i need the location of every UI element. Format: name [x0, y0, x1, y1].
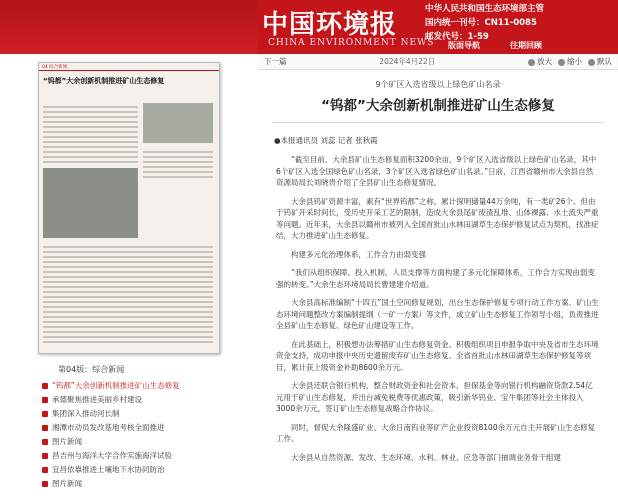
article-link[interactable]: 集团深入推动河长制: [42, 407, 257, 421]
page-overview-panel: [0, 54, 258, 500]
bullet-icon: [42, 467, 48, 473]
bullet-icon: [42, 481, 48, 487]
zoom-out-button[interactable]: 缩小: [558, 56, 582, 67]
thumbnail-body: [43, 103, 215, 349]
article-paragraph: 在此基础上，积极想办法筹措矿山生态修复资金。积极组织项目申报争取中央及省市生态环境资金支持，成功申报中央历史遗留废弃矿山生态修复、全省首批山水林田湖草生态保护修复等项目，累计获上级资金补助8600余万元。: [276, 339, 599, 372]
article-paragraph: “我们从组织保障、投入机制、人员支撑等方面构建了多元化保障体系，工作合力实现由弱变强的转变。”大余生态环境局局长曹建建介绍道。: [276, 268, 595, 289]
article-link[interactable]: 昌吉州与海洋大学合作实施海洋试验: [42, 449, 257, 463]
english-masthead: CHINA ENVIRONMENT NEWS: [268, 38, 435, 48]
thumbnail-headline: “钨都”大余创新机制推进矿山生态修复: [43, 77, 165, 85]
article-paragraph: 大余县高标准编制“十四五”国土空间修复规划，出台生态保护修复专项行动工作方案、矿山生态环境问题整改方案编制提纲（一矿一方案）等文件，成立矿山生态修复工作领导小组，负责推进全县矿山生态修复、绿色矿山建设等工作。: [276, 298, 599, 330]
article-subtitle: 9个矿区入选省级以上绿色矿山名录: [375, 80, 501, 89]
next-article-link[interactable]: 下一篇: [264, 57, 287, 66]
reset-icon: [588, 59, 595, 66]
zoom-in-button[interactable]: 放大: [528, 56, 552, 67]
zoom-in-icon: [528, 59, 535, 66]
article-title: “钨都”大余创新机制推进矿山生态修复: [321, 98, 555, 114]
zoom-out-icon: [558, 59, 565, 66]
zoom-reset-button[interactable]: 默认: [588, 56, 612, 67]
bullet-icon: [42, 453, 48, 459]
masthead-banner: [0, 0, 618, 54]
article-paragraph: 大余县还联合银行机构，整合财政资金和社会资本，担保基金等向银行机构融资贷款2.54亿元用于矿山生态修复，并出台减免税费等优惠政策，吸引新华钨业、宝牛集团等社会主体投入3000余万元，签订矿山生态修复战略合作协议。: [276, 381, 593, 413]
sponsor-line: 中华人民共和国生态环境部主管: [425, 4, 545, 14]
issue-date: 2024年4月22日: [379, 57, 436, 66]
postal-code-line: 邮发代号：1-59: [425, 32, 489, 42]
archive-link[interactable]: 往期回顾: [510, 41, 542, 50]
article-list: [42, 379, 257, 491]
bullet-icon: [42, 383, 48, 389]
newspaper-masthead: 中国环境报: [262, 10, 398, 40]
article-panel: [258, 54, 618, 500]
article-paragraph: 构建多元化治理体系，工作合力由弱变强: [291, 249, 426, 259]
title-divider: [272, 122, 604, 123]
article-link[interactable]: 图片新闻: [42, 435, 257, 449]
article-link[interactable]: 图片新闻: [42, 477, 257, 491]
article-link[interactable]: 湘潭市动员发改基地考核全面推进: [42, 421, 257, 435]
publication-info: [425, 2, 544, 44]
bullet-icon: [42, 411, 48, 417]
zoom-tools: [528, 56, 612, 67]
page-nav-link[interactable]: 版面导航: [448, 41, 480, 50]
banner-left-panel: [0, 0, 258, 54]
article-byline: ●本报通讯员 刘蕊 记者 张秋霞: [274, 136, 378, 145]
issn-line: 国内统一刊号：CN11-0085: [425, 18, 537, 28]
newspaper-page-thumbnail[interactable]: [38, 62, 220, 354]
article-link[interactable]: 宜昌依靠推进土壤地下水协同防治: [42, 463, 257, 477]
thumbnail-page-label: 04 综合新闻: [39, 63, 219, 71]
bullet-icon: [42, 439, 48, 445]
thumbnail-photo: [43, 168, 138, 238]
article-toolbar: [258, 54, 618, 70]
article-paragraph: 同时，督促大余隆盛矿业、大余日南钨业等矿产企业投资8100余万元自主开展矿山生态修复工作。: [276, 422, 596, 443]
article-paragraph: “截至目前，大余县矿山生态修复面积3200余亩，9个矿区入选省级以上绿色矿山名录，其中6个矿区入选全国绿色矿山名录，3个矿区入选省绿色矿山名录。”日前，江西省赣州市大余县自然资源局局长刘晓贵介绍了全县矿山生态修复情况。: [276, 155, 597, 187]
bullet-icon: [42, 425, 48, 431]
page-number-label: 第04版：综合新闻: [58, 365, 125, 374]
bullet-icon: [42, 397, 48, 403]
article-link[interactable]: “钨都”大余创新机制推进矿山生态修复: [42, 379, 257, 393]
thumbnail-photo: [143, 103, 213, 143]
article-paragraph: 大余县从自然资源、发改、生态环境、水利、林业、应急等部门抽调业务骨干组建: [291, 452, 561, 462]
article-paragraph: 大余县钨矿资源丰富，素有“世界钨都”之称，累计探明储量44万余吨，有一类矿26个。但由于钨矿开采时间长，受历史开采工艺的限制，造成大余县尾矿废渣乱堆、山体裸露、水土流失严重等问题。近年来，大余县以赣州市被列入全国首批山水林田湖草生态保护修复试点为契机，找准症结，大力推进矿山生态修复。: [276, 196, 599, 240]
article-link[interactable]: 承德聚焦推进美丽乡村建设: [42, 393, 257, 407]
